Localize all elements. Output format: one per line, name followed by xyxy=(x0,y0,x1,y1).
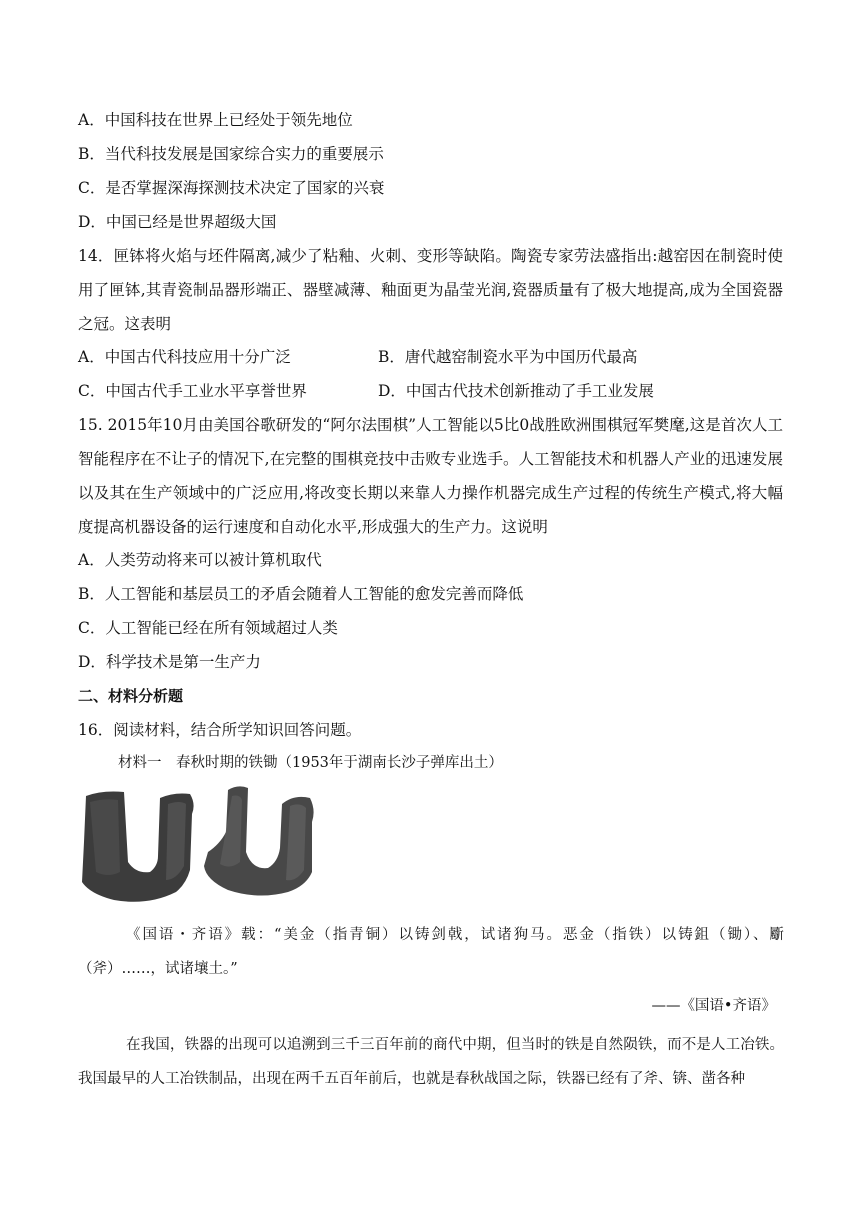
q15-option-c: C．人工智能已经在所有领域超过人类 xyxy=(78,619,338,637)
iron-hoe-left xyxy=(82,792,194,902)
q15-stem: 15. 2015年10月由美国谷歌研发的“阿尔法围棋”人工智能以5比0战胜欧洲围棋冠军樊麾,这是首次人工智能程序在不让子的情况下,在完整的围棋竞技中击败专业选手。人工智能技术和机器人产业的迅速发展以及其在生产领域中的广泛应用,将改变长期以来靠人力操作机器完成生产过程的传统生产模式,将大幅度提高机器设备的运行速度和自动化水平,形成强大的生产力。这说明 xyxy=(78,416,783,536)
q14-stem: 14．匣钵将火焰与坯件隔离,减少了粘釉、火刺、变形等缺陷。陶瓷专家劳法盛指出:越窑因在制瓷时使用了匣钵,其青瓷制品器形端正、器壁减薄、釉面更为晶莹光润,瓷器质量有了极大地提高,成为全国瓷器之冠。这表明 xyxy=(78,247,783,333)
q16-stem: 16．阅读材料，结合所学知识回答问题。 xyxy=(78,721,362,739)
iron-hoe-photo xyxy=(78,782,328,904)
material1-caption: 材料一 春秋时期的铁锄（1953年于湖南长沙子弹库出土） xyxy=(118,755,503,771)
option-b: B．当代科技发展是国家综合实力的重要展示 xyxy=(78,145,384,163)
q15-option-b: B．人工智能和基层员工的矛盾会随着人工智能的愈发完善而降低 xyxy=(78,585,524,603)
iron-hoe-right xyxy=(204,786,314,895)
q14-option-a: A．中国古代科技应用十分广泛 xyxy=(78,348,291,366)
section-heading: 二、材料分析题 xyxy=(78,687,184,705)
q15-option-d: D．科学技术是第一生产力 xyxy=(78,653,261,671)
material-paragraph: 在我国，铁器的出现可以追溯到三千三百年前的商代中期，但当时的铁是自然陨铁，而不是人工冶铁。我国最早的人工冶铁制品，出现在两千五百年前后，也就是春秋战国之际，铁器已经有了斧、锛、凿各种 xyxy=(78,1037,784,1087)
option-a: A．中国科技在世界上已经处于领先地位 xyxy=(78,111,353,129)
quote-source: ——《国语•齐语》 xyxy=(651,998,776,1014)
option-d: D．中国已经是世界超级大国 xyxy=(78,213,277,231)
q14-option-b: B．唐代越窑制瓷水平为中国历代最高 xyxy=(378,348,638,366)
q15-option-a: A．人类劳动将来可以被计算机取代 xyxy=(78,551,322,569)
option-c: C．是否掌握深海探测技术决定了国家的兴衰 xyxy=(78,179,385,197)
q14-option-c: C．中国古代手工业水平享誉世界 xyxy=(78,382,307,400)
q14-option-d: D．中国古代技术创新推动了手工业发展 xyxy=(378,382,654,400)
guoyu-quote: 《国语・齐语》载：“美金（指青铜）以铸剑戟，试诸狗马。恶金（指铁）以铸鉏（锄）、斸（斧）……，试诸壤土。” xyxy=(78,927,784,977)
